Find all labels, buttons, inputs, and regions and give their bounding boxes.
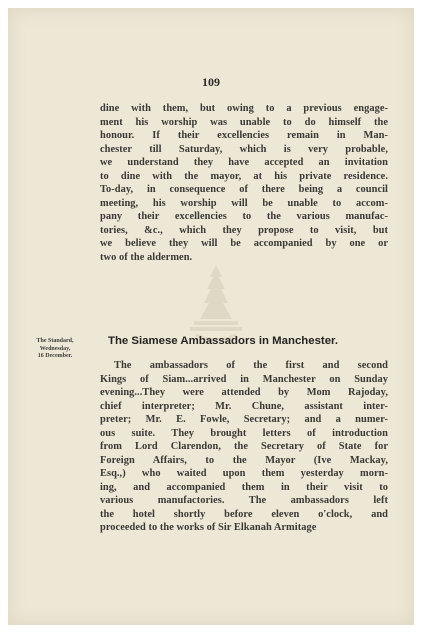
paragraph-continued: [100, 102, 388, 264]
book-page: [8, 8, 414, 625]
text-line: two of the aldermen.: [100, 251, 193, 263]
text-line: Esq.,) who waited upon them yesterday morn-: [100, 468, 388, 479]
text-line: the hotel shortly before eleven o'clock, and: [100, 508, 388, 520]
text-line: dine with them, but owing to a previous engage-: [100, 103, 388, 114]
text-line: preter; Mr. E. Fowle, Secretary; and a numer-: [100, 414, 388, 425]
text-line: chief interpreter; Mr. Chune, assistant inter-: [100, 400, 388, 412]
text-line: various manufactories. The ambassadors left: [100, 495, 388, 506]
text-line: ing, and accompanied them in their visit to: [100, 481, 388, 493]
text-line: we believe they will be accompanied by one or: [100, 238, 388, 249]
margin-note-line: The Standard,: [36, 338, 74, 344]
watermark-emblem: [186, 263, 246, 343]
text-line: proceeded to the works of Sir Elkanah Armitage: [100, 522, 317, 533]
text-line: pany their excellencies to the various manufac-: [100, 211, 388, 222]
section-heading: The Siamese Ambassadors in Manchester.: [108, 335, 339, 347]
margin-note-line: Wednesday,: [39, 345, 71, 352]
text-line: to dine with the mayor, at his private residence.: [100, 170, 388, 182]
text-line: chester till Saturday, which is very probable,: [100, 143, 388, 155]
margin-note-line: 16 December.: [37, 353, 73, 360]
text-line: we understand they have accepted an invitation: [100, 157, 388, 168]
text-line: Foreign Affairs, to the Mayor (Ive Mackay,: [100, 454, 388, 466]
margin-source-note: [18, 338, 92, 361]
text-line: meeting, his worship will be unable to accom-: [100, 197, 388, 209]
text-line: ous suite. They brought letters of introduction: [100, 427, 388, 439]
page-number: 109: [202, 75, 220, 89]
text-line: Kings of Siam...arrived in Manchester on Sunday: [100, 373, 388, 385]
text-line: To-day, in consequence of there being a council: [100, 184, 388, 195]
paragraph-main: [100, 359, 388, 535]
text-line: ment his worship was unable to do himself the: [100, 116, 388, 128]
text-line: The ambassadors of the first and second: [114, 360, 388, 371]
text-line: honour. If their excellencies remain in Man-: [100, 130, 388, 141]
text-line: tories, &c., which they propose to visit, but: [100, 224, 388, 236]
text-line: from Lord Clarendon, the Secretary of State for: [100, 441, 388, 452]
text-line: evening...They were attended by Mom Rajoday,: [100, 387, 388, 398]
